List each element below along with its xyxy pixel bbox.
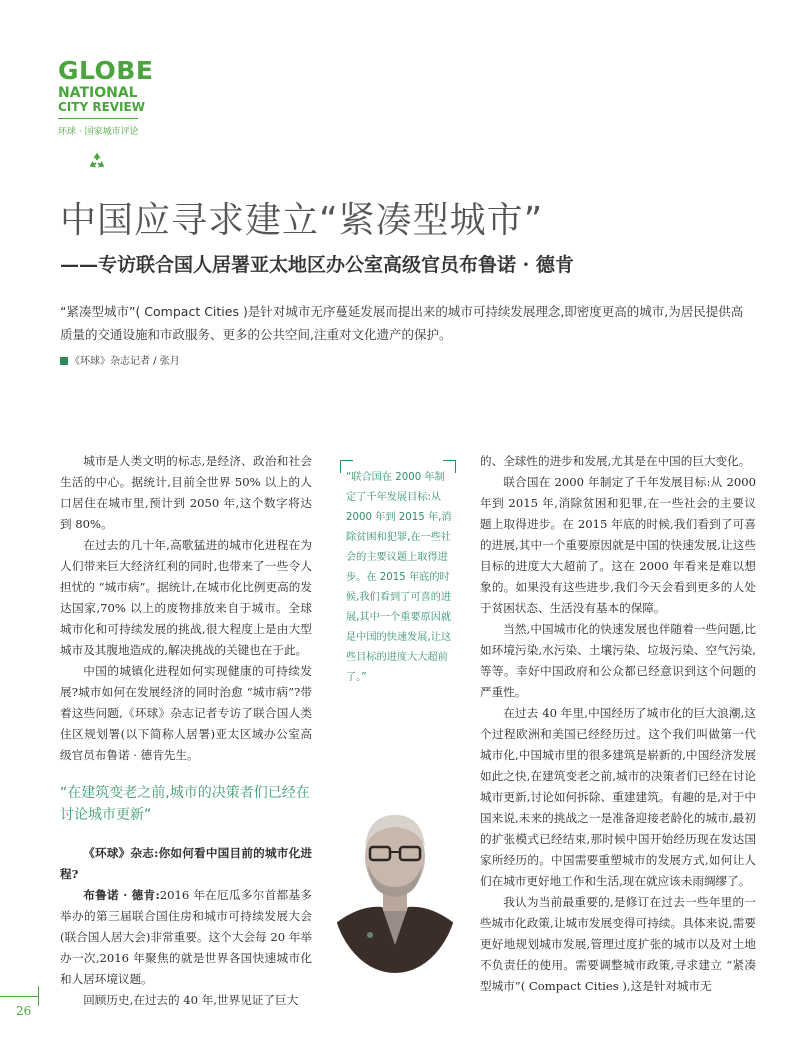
qa-answer (60, 885, 312, 990)
column-left-qa (60, 843, 312, 1011)
logo-subtitle (58, 86, 145, 114)
logo-chinese: 环球 · 国家城市评论 (58, 127, 139, 137)
paragraph: 在过去的几十年,高歌猛进的城市化进程在为人们带来巨大经济红利的同时,也带来了一些令人担忧的 “城市病”。据统计,在城市化比例更高的发达国家,70% 以上的废物排放来自于城市。全球城市化和可持续发展的挑战,很大程度上是由大型城市及其腹地造成的,解决挑战的关键也在于此。 (60, 538, 312, 657)
logo-divider (58, 118, 138, 119)
article-subtitle: ——专访联合国人居署亚太地区办公室高级官员布鲁诺 · 德肯 (60, 254, 574, 276)
pull-quote-middle: “联合国在 2000 年制定了千年发展目标:从 2000 年到 2015 年,消除贫困和犯罪,在一些社会的主要议题上取得进步。在 2015 年底的时候,我们看到了可喜的进展,其中一个重要原因就是中国的快速发展,让这些目标的进度大大超前了。” (346, 472, 452, 683)
paragraph: 在过去 40 年里,中国经历了城市化的巨大浪潮,这个过程欧洲和美国已经经历过。这个我们叫做第一代城市化,中国城市里的很多建筑是崭新的,中国经济发展如此之快,在建筑变老之前,城市的决策者们已经在讨论城市更新,讨论如何拆除、重建建筑。有趣的是,对于中国来说,未来的挑战之一是准备迎接老龄化的城市,最初的扩张模式已经结束,那时候中国开始经历现在发达国家所经历的。中国需要重塑城市的发展方式,如何让人们在城市更好地工作和生活,现在就应该未雨绸缪了。 (480, 706, 756, 888)
qa-question: 《环球》杂志:你如何看中国目前的城市化进程? (60, 846, 312, 881)
paragraph: 我认为当前最重要的,是修订在过去一些年里的一些城市化政策,让城市发展变得可持续。具体来说,需要更好地规划城市发展,管理过度扩张的城市以及对土地不负责任的使用。需要调整城市政策,寻求建立 “紧凑型城市”( Compact Cities ),这是针对城市无 (480, 895, 756, 993)
recycle-icon (86, 150, 108, 172)
qa-answer-text: 2016 年在厄瓜多尔首都基多举办的第三届联合国住房和城市可持续发展大会(联合国人居大会)非常重要。这个大会每 20 年举办一次,2016 年聚焦的就是世界各国快速城市化和人居环境议题。 (60, 888, 312, 986)
qa-answer-speaker: 布鲁诺 · 德肯: (83, 888, 160, 902)
paragraph: 城市是人类文明的标志,是经济、政治和社会生活的中心。据统计,目前全世界 50% 以上的人口居住在城市里,预计到 2050 年,这个数字将达到 80%。 (60, 454, 312, 531)
portrait-photo (330, 795, 460, 975)
paragraph: 联合国在 2000 年制定了千年发展目标:从 2000 年到 2015 年,消除贫困和犯罪,在一些社会的主要议题上取得进步。在 2015 年底的时候,我们看到了可喜的进展,其中一个重要原因就是中国的快速发展,让这些目标的进度大大超前了。这在 2000 年看来是难以想象的。如果没有这些进步,我们今天会看到更多的人处于贫困状态、生活没有基本的保障。 (480, 475, 756, 615)
column-right (480, 451, 756, 997)
column-left (60, 451, 312, 766)
byline (60, 352, 180, 367)
logo-city-review: CITY REVIEW (58, 100, 145, 114)
page-number: 26 (16, 1004, 32, 1018)
paragraph: 中国的城镇化进程如何实现健康的可持续发展?城市如何在发展经济的同时治愈 “城市病”?带着这些问题,《环球》杂志记者专访了联合国人类住区规划署(以下简称人居署)亚太区域办公室高级官员布鲁诺 · 德肯先生。 (60, 664, 312, 762)
byline-text: 《环球》杂志记者 / 张月 (70, 356, 180, 367)
logo-globe: GLOBE (58, 56, 154, 85)
footer-rule (0, 996, 38, 997)
paragraph: 回顾历史,在过去的 40 年,世界见证了巨大 (83, 993, 299, 1007)
pull-quote-section-heading: “在建筑变老之前,城市的决策者们已经在讨论城市更新” (60, 785, 310, 823)
paragraph: 当然,中国城市化的快速发展也伴随着一些问题,比如环境污染,水污染、土壤污染、垃圾污染、空气污染,等等。幸好中国政府和公众都已经意识到这个问题的严重性。 (480, 622, 756, 699)
byline-marker (60, 357, 68, 365)
logo-national: NATIONAL (58, 85, 138, 101)
article-intro: “紧凑型城市”( Compact Cities )是针对城市无序蔓延发展而提出来的城市可持续发展理念,即密度更高的城市,为居民提供高质量的交通设施和市政服务、更多的公共空间,注重对文化遗产的保护。 (60, 304, 744, 342)
footer-rule-vertical (38, 986, 39, 1006)
article-title: 中国应寻求建立“紧凑型城市” (60, 200, 544, 241)
paragraph: 的、全球性的进步和发展,尤其是在中国的巨大变化。 (480, 454, 751, 468)
